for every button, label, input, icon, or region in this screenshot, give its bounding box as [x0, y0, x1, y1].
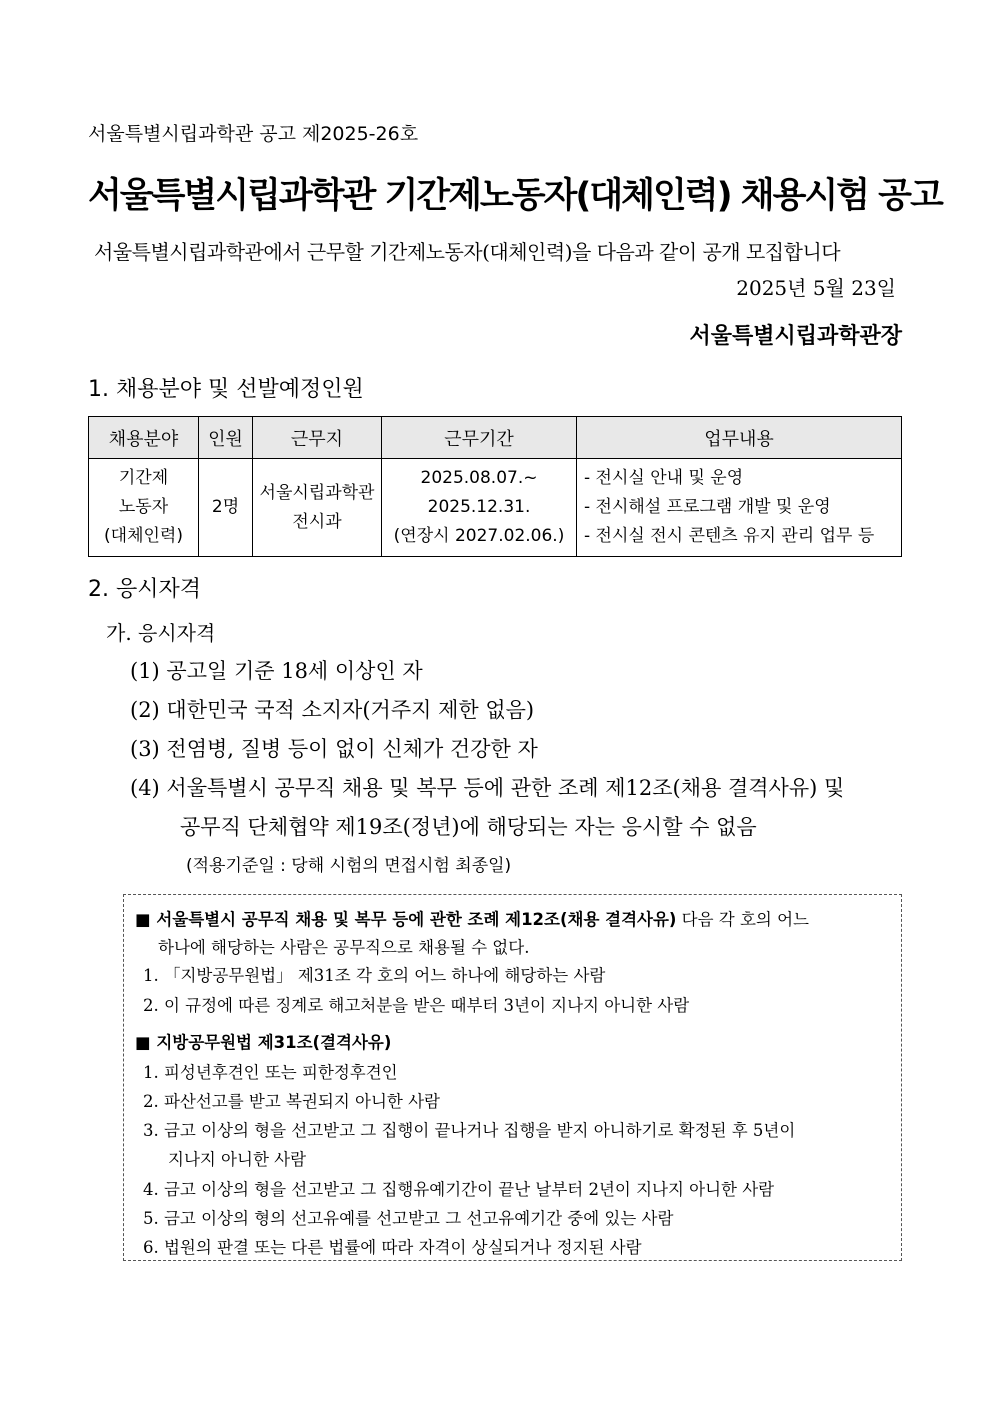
location-line: 전시과 — [292, 511, 342, 532]
qualification-item: (4) 서울특별시 공무직 채용 및 복무 등에 관한 조례 제12조(채용 결격사유) 및 — [130, 776, 845, 800]
table-row — [89, 459, 902, 557]
cell-count: 2명 — [199, 459, 253, 557]
duty-line: - 전시실 안내 및 운영 — [584, 468, 744, 488]
location-line: 서울시립과학관 — [259, 482, 375, 503]
law31-item: 4. 금고 이상의 형을 선고받고 그 집행유예기간이 끝난 날부터 2년이 지나지 아니한 사람 — [143, 1180, 775, 1199]
header-duties: 업무내용 — [577, 417, 902, 459]
field-line: (대체인력) — [104, 526, 183, 546]
ordinance-heading-tail: 다음 각 호의 어느 — [676, 910, 809, 929]
duty-line: - 전시실 전시 콘텐츠 유지 관리 업무 등 — [584, 526, 875, 546]
ordinance-item: 2. 이 규정에 따른 징계로 해고처분을 받은 때부터 3년이 지나지 아니한 사람 — [143, 996, 690, 1015]
issuer-name: 서울특별시립과학관장 — [689, 323, 902, 349]
page-title: 서울특별시립과학관 기간제노동자(대체인력) 채용시험 공고 — [88, 176, 942, 216]
header-period: 근무기간 — [382, 417, 577, 459]
cell-period — [382, 459, 577, 557]
header-count: 인원 — [199, 417, 253, 459]
ordinance-heading-bold: ■ 서울특별시 공무직 채용 및 복무 등에 관한 조례 제12조(채용 결격사유) — [135, 910, 677, 929]
law31-heading: ■ 지방공무원법 제31조(결격사유) — [135, 1033, 392, 1052]
law31-item: 6. 법원의 판결 또는 다른 법률에 따라 자격이 상실되거나 정지된 사람 — [143, 1238, 642, 1257]
subsection-a-heading: 가. 응시자격 — [106, 621, 216, 645]
law31-item-continuation: 지나지 아니한 사람 — [168, 1150, 307, 1169]
law31-item: 2. 파산선고를 받고 복권되지 아니한 사람 — [143, 1092, 440, 1111]
table-header-row — [89, 417, 902, 459]
application-note: (적용기준일 : 당해 시험의 면접시험 최종일) — [186, 856, 512, 876]
cell-duties — [577, 459, 902, 557]
period-line: 2025.12.31. — [427, 497, 531, 517]
field-line: 기간제 — [118, 468, 169, 488]
period-line: 2025.08.07.~ — [420, 468, 538, 488]
notice-number: 서울특별시립과학관 공고 제2025-26호 — [88, 123, 419, 145]
ordinance-heading — [135, 906, 809, 930]
qualification-item-continuation: 공무직 단체협약 제19조(정년)에 해당되는 자는 응시할 수 없음 — [180, 815, 757, 839]
intro-text: 서울특별시립과학관에서 근무할 기간제노동자(대체인력)을 다음과 같이 공개 모집합니다 — [94, 240, 841, 264]
cell-location — [253, 459, 382, 557]
law31-item: 1. 피성년후견인 또는 피한정후견인 — [143, 1063, 398, 1082]
header-location: 근무지 — [253, 417, 382, 459]
law31-item: 5. 금고 이상의 형의 선고유예를 선고받고 그 선고유예기간 중에 있는 사람 — [143, 1209, 674, 1228]
cell-field — [89, 459, 199, 557]
duty-line: - 전시해설 프로그램 개발 및 운영 — [584, 497, 831, 517]
qualification-item: (3) 전염병, 질병 등이 없이 신체가 건강한 자 — [130, 737, 538, 761]
law-excerpt-box — [123, 894, 902, 1261]
header-field: 채용분야 — [89, 417, 199, 459]
ordinance-text: 하나에 해당하는 사람은 공무직으로 채용될 수 없다. — [158, 938, 530, 957]
recruitment-table — [88, 416, 902, 557]
field-line: 노동자 — [118, 497, 169, 517]
ordinance-item: 1. 「지방공무원법」 제31조 각 호의 어느 하나에 해당하는 사람 — [143, 966, 606, 985]
law31-item: 3. 금고 이상의 형을 선고받고 그 집행이 끝나거나 집행을 받지 아니하기로 확정된 후 5년이 — [143, 1121, 796, 1140]
qualification-item: (2) 대한민국 국적 소지자(거주지 제한 없음) — [130, 698, 535, 722]
period-line: (연장시 2027.02.06.) — [393, 526, 565, 546]
section-1-heading: 1. 채용분야 및 선발예정인원 — [88, 377, 364, 402]
qualification-item: (1) 공고일 기준 18세 이상인 자 — [130, 659, 423, 683]
notice-date: 2025년 5월 23일 — [736, 276, 896, 300]
section-2-heading: 2. 응시자격 — [88, 577, 201, 602]
